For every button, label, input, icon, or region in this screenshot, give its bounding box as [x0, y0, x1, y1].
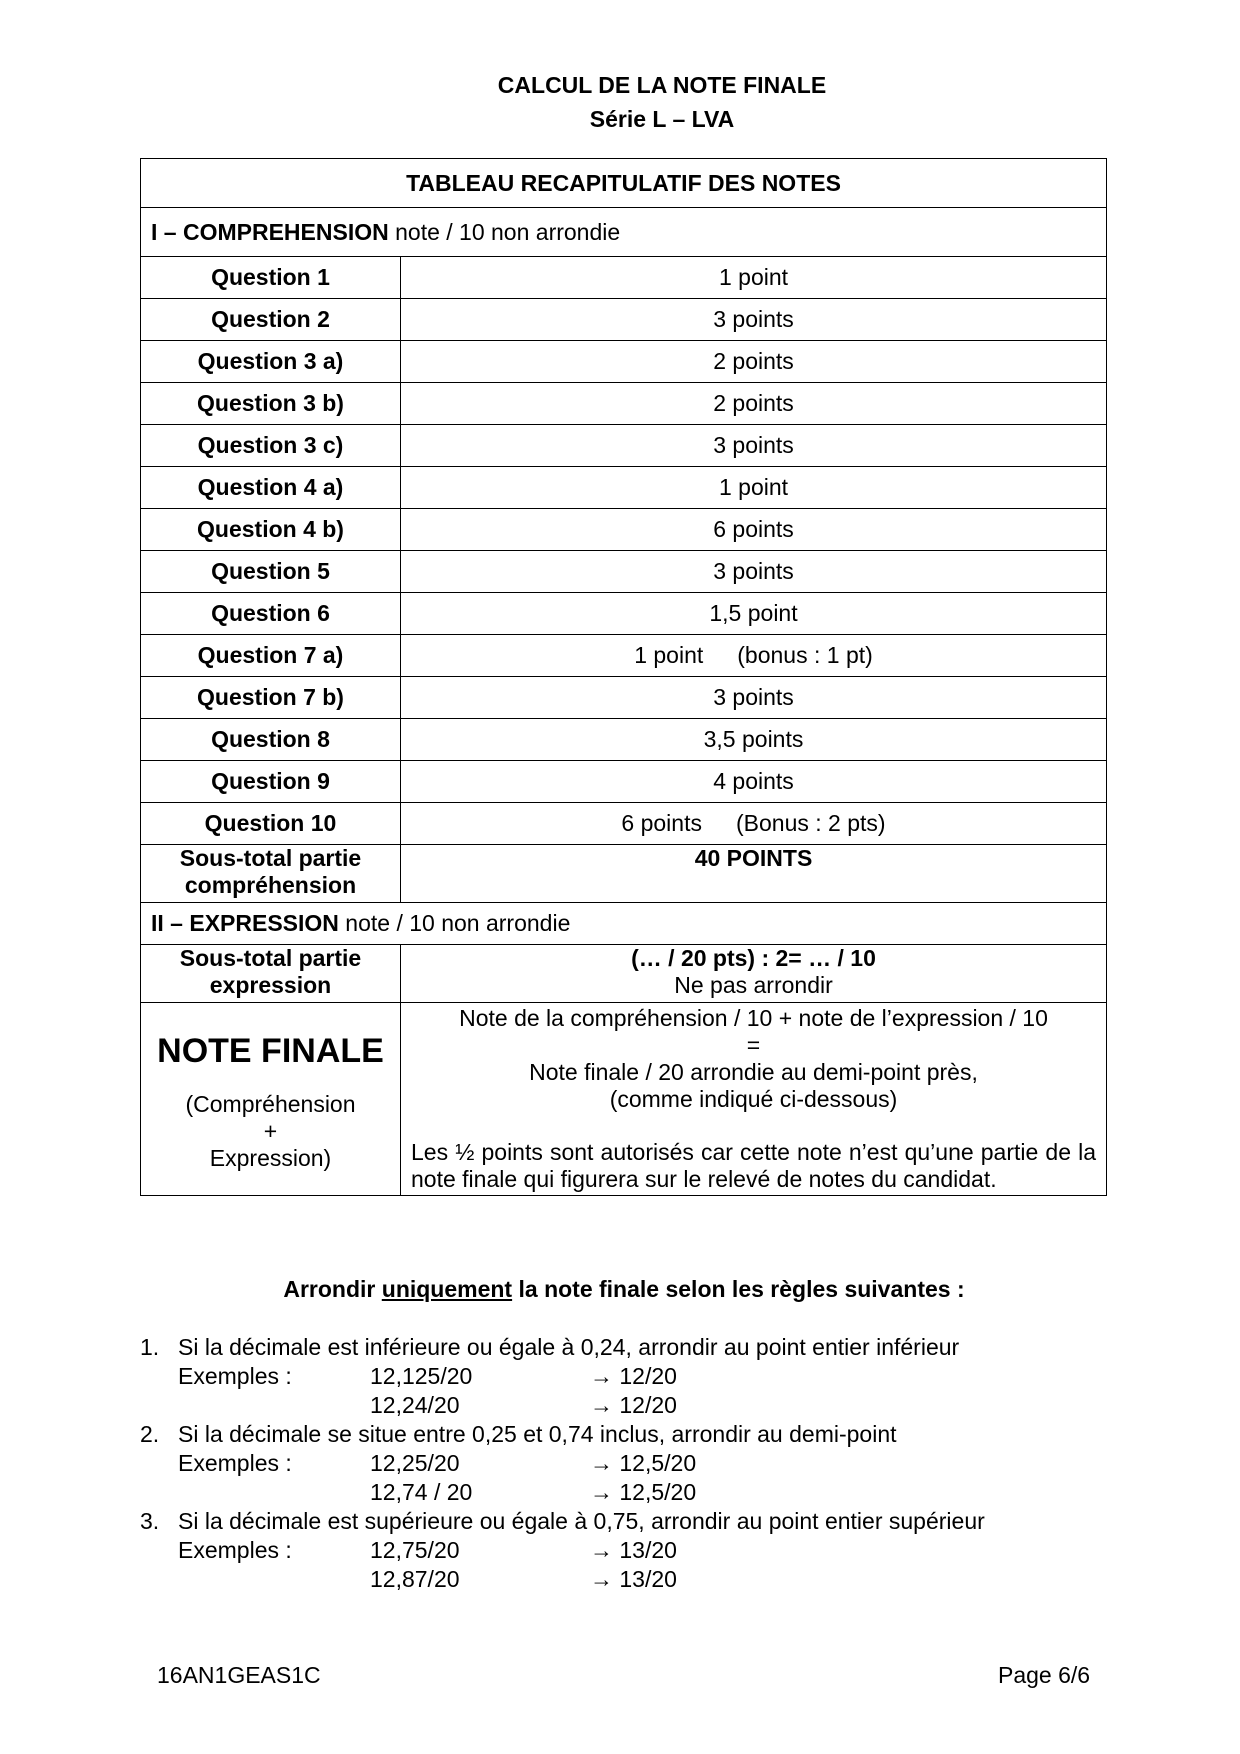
points-value: 3 points	[713, 558, 794, 584]
section-comprehension	[141, 208, 1107, 257]
points-value: 1 point	[718, 474, 789, 500]
points-value: 2 points	[713, 390, 794, 416]
question-label: Question 5	[141, 551, 401, 593]
recap-table	[140, 158, 1107, 1196]
question-points	[401, 467, 1107, 509]
final-grade-line1: Note de la compréhension / 10 + note de l’expression / 10	[459, 1005, 1048, 1031]
section-expression-label: II – EXPRESSION	[151, 910, 339, 936]
table-row	[141, 719, 1107, 761]
table-row	[141, 761, 1107, 803]
points-value: 3,5 points	[703, 726, 804, 752]
rule-number: 3.	[140, 1508, 160, 1534]
example-from: 12,87/20	[370, 1566, 460, 1592]
rounding-title-after: la note finale selon les règles suivantes :	[512, 1276, 965, 1302]
footer-page: Page 6/6	[998, 1662, 1091, 1688]
section-comprehension-label: I – COMPREHENSION	[151, 218, 389, 245]
table-row	[141, 257, 1107, 299]
page-subtitle: Série L – LVA	[589, 106, 735, 132]
subtotal-expression-line2: expression	[209, 972, 332, 998]
table-row	[141, 425, 1107, 467]
final-grade-sub-line3: Expression)	[209, 1145, 332, 1171]
question-label: Question 3 c)	[141, 425, 401, 467]
question-points	[401, 425, 1107, 467]
final-grade-paragraph: Les ½ points sont autorisés car cette note n’est qu’une partie de la note finale qui figurera sur le relevé de notes du candidat.	[411, 1139, 1096, 1192]
question-label: Question 8	[141, 719, 401, 761]
points-value: 3 points	[713, 684, 794, 710]
example-from: 12,75/20	[370, 1537, 460, 1563]
subtotal-expression-note: Ne pas arrondir	[674, 972, 833, 998]
question-label: Question 7 a)	[141, 635, 401, 677]
rounding-rules-list	[140, 1333, 1140, 1594]
subtotal-comprehension-value: 40 POINTS	[401, 845, 1107, 903]
rule-example	[140, 1565, 1140, 1594]
points-value: 2 points	[713, 348, 794, 374]
example-from: 12,24/20	[370, 1392, 460, 1418]
table-row	[141, 593, 1107, 635]
bonus-value: (bonus : 1 pt)	[737, 642, 873, 668]
question-label: Question 7 b)	[141, 677, 401, 719]
table-row	[141, 383, 1107, 425]
points-value: 1,5 point	[709, 600, 798, 626]
question-label: Question 3 a)	[141, 341, 401, 383]
section-expression-note: note / 10 non arrondie	[338, 910, 571, 936]
final-grade-line3: Note finale / 20 arrondie au demi-point près,	[529, 1059, 978, 1085]
subtotal-expression-value	[401, 945, 1107, 1003]
final-grade-title: NOTE FINALE	[157, 1032, 384, 1070]
rule-text: Si la décimale se situe entre 0,25 et 0,74 inclus, arrondir au demi-point	[178, 1421, 897, 1447]
subtotal-expression-line1: Sous-total partie	[179, 945, 362, 971]
final-grade-line2: =	[746, 1032, 761, 1058]
rule-example	[140, 1391, 1140, 1420]
final-grade-sub-line1: (Compréhension	[185, 1091, 356, 1117]
bonus-value: (Bonus : 2 pts)	[735, 810, 886, 836]
question-points	[401, 803, 1107, 845]
table-row	[141, 803, 1107, 845]
table-row	[141, 299, 1107, 341]
footer-code: 16AN1GEAS1C	[157, 1662, 321, 1688]
question-label: Question 1	[141, 257, 401, 299]
final-grade-description	[401, 1003, 1107, 1196]
table-row	[141, 509, 1107, 551]
points-value: 6 points	[713, 516, 794, 542]
question-label: Question 4 a)	[141, 467, 401, 509]
subtotal-expression-label	[141, 945, 401, 1003]
table-heading: TABLEAU RECAPITULATIF DES NOTES	[141, 159, 1107, 208]
final-grade-line4: (comme indiqué ci-dessous)	[609, 1086, 898, 1112]
example-to: → 12/20	[590, 1392, 677, 1418]
question-points	[401, 509, 1107, 551]
table-row	[141, 677, 1107, 719]
example-to: → 12,5/20	[590, 1479, 697, 1505]
rule-text: Si la décimale est inférieure ou égale à 0,24, arrondir au point entier inférieur	[178, 1334, 960, 1360]
subtotal-comprehension-line1: Sous-total partie	[179, 845, 362, 871]
example-from: 12,74 / 20	[370, 1479, 473, 1505]
final-grade-sub-line2: +	[263, 1118, 278, 1144]
question-label: Question 6	[141, 593, 401, 635]
table-row	[141, 551, 1107, 593]
points-value: 1 point	[634, 642, 704, 668]
points-value: 1 point	[718, 264, 789, 290]
rounding-title-underlined: uniquement	[381, 1276, 513, 1302]
rule-example	[140, 1449, 1140, 1478]
question-points	[401, 719, 1107, 761]
points-value: 3 points	[713, 432, 794, 458]
table-row	[141, 467, 1107, 509]
rounding-title	[0, 1276, 1240, 1303]
example-to: → 12/20	[590, 1363, 677, 1389]
points-value: 4 points	[713, 768, 794, 794]
example-from: 12,125/20	[370, 1363, 473, 1389]
example-from: 12,25/20	[370, 1450, 460, 1476]
rule-example	[140, 1362, 1140, 1391]
rule-example	[140, 1536, 1140, 1565]
section-comprehension-note: note / 10 non arrondie	[388, 218, 621, 245]
question-points	[401, 257, 1107, 299]
table-row	[141, 341, 1107, 383]
question-points	[401, 299, 1107, 341]
points-value: 3 points	[713, 306, 794, 332]
question-points	[401, 761, 1107, 803]
section-expression	[141, 903, 1107, 945]
rule-item	[140, 1507, 1140, 1536]
subtotal-comprehension-label	[141, 845, 401, 903]
question-points	[401, 341, 1107, 383]
question-label: Question 4 b)	[141, 509, 401, 551]
question-points	[401, 551, 1107, 593]
question-label: Question 3 b)	[141, 383, 401, 425]
subtotal-comprehension-line2: compréhension	[184, 872, 357, 898]
rule-number: 1.	[140, 1334, 160, 1360]
rounding-title-before: Arrondir	[283, 1276, 382, 1302]
page-title: CALCUL DE LA NOTE FINALE	[497, 72, 827, 98]
question-label: Question 2	[141, 299, 401, 341]
question-points	[401, 635, 1107, 677]
rule-item	[140, 1333, 1140, 1362]
table-row	[141, 635, 1107, 677]
rule-example	[140, 1478, 1140, 1507]
final-grade-label	[141, 1003, 401, 1196]
question-label: Question 9	[141, 761, 401, 803]
question-points	[401, 677, 1107, 719]
points-value: 6 points	[621, 810, 702, 836]
example-to: → 12,5/20	[590, 1450, 697, 1476]
example-to: → 13/20	[590, 1566, 677, 1592]
question-label: Question 10	[141, 803, 401, 845]
rule-text: Si la décimale est supérieure ou égale à 0,75, arrondir au point entier supérieur	[178, 1508, 985, 1534]
rule-number: 2.	[140, 1421, 160, 1447]
question-points	[401, 593, 1107, 635]
question-points	[401, 383, 1107, 425]
subtotal-expression-formula: (… / 20 pts) : 2= … / 10	[631, 945, 876, 971]
example-to: → 13/20	[590, 1537, 677, 1563]
examples-label: Exemples :	[178, 1450, 292, 1476]
examples-label: Exemples :	[178, 1363, 292, 1389]
rule-item	[140, 1420, 1140, 1449]
examples-label: Exemples :	[178, 1537, 292, 1563]
